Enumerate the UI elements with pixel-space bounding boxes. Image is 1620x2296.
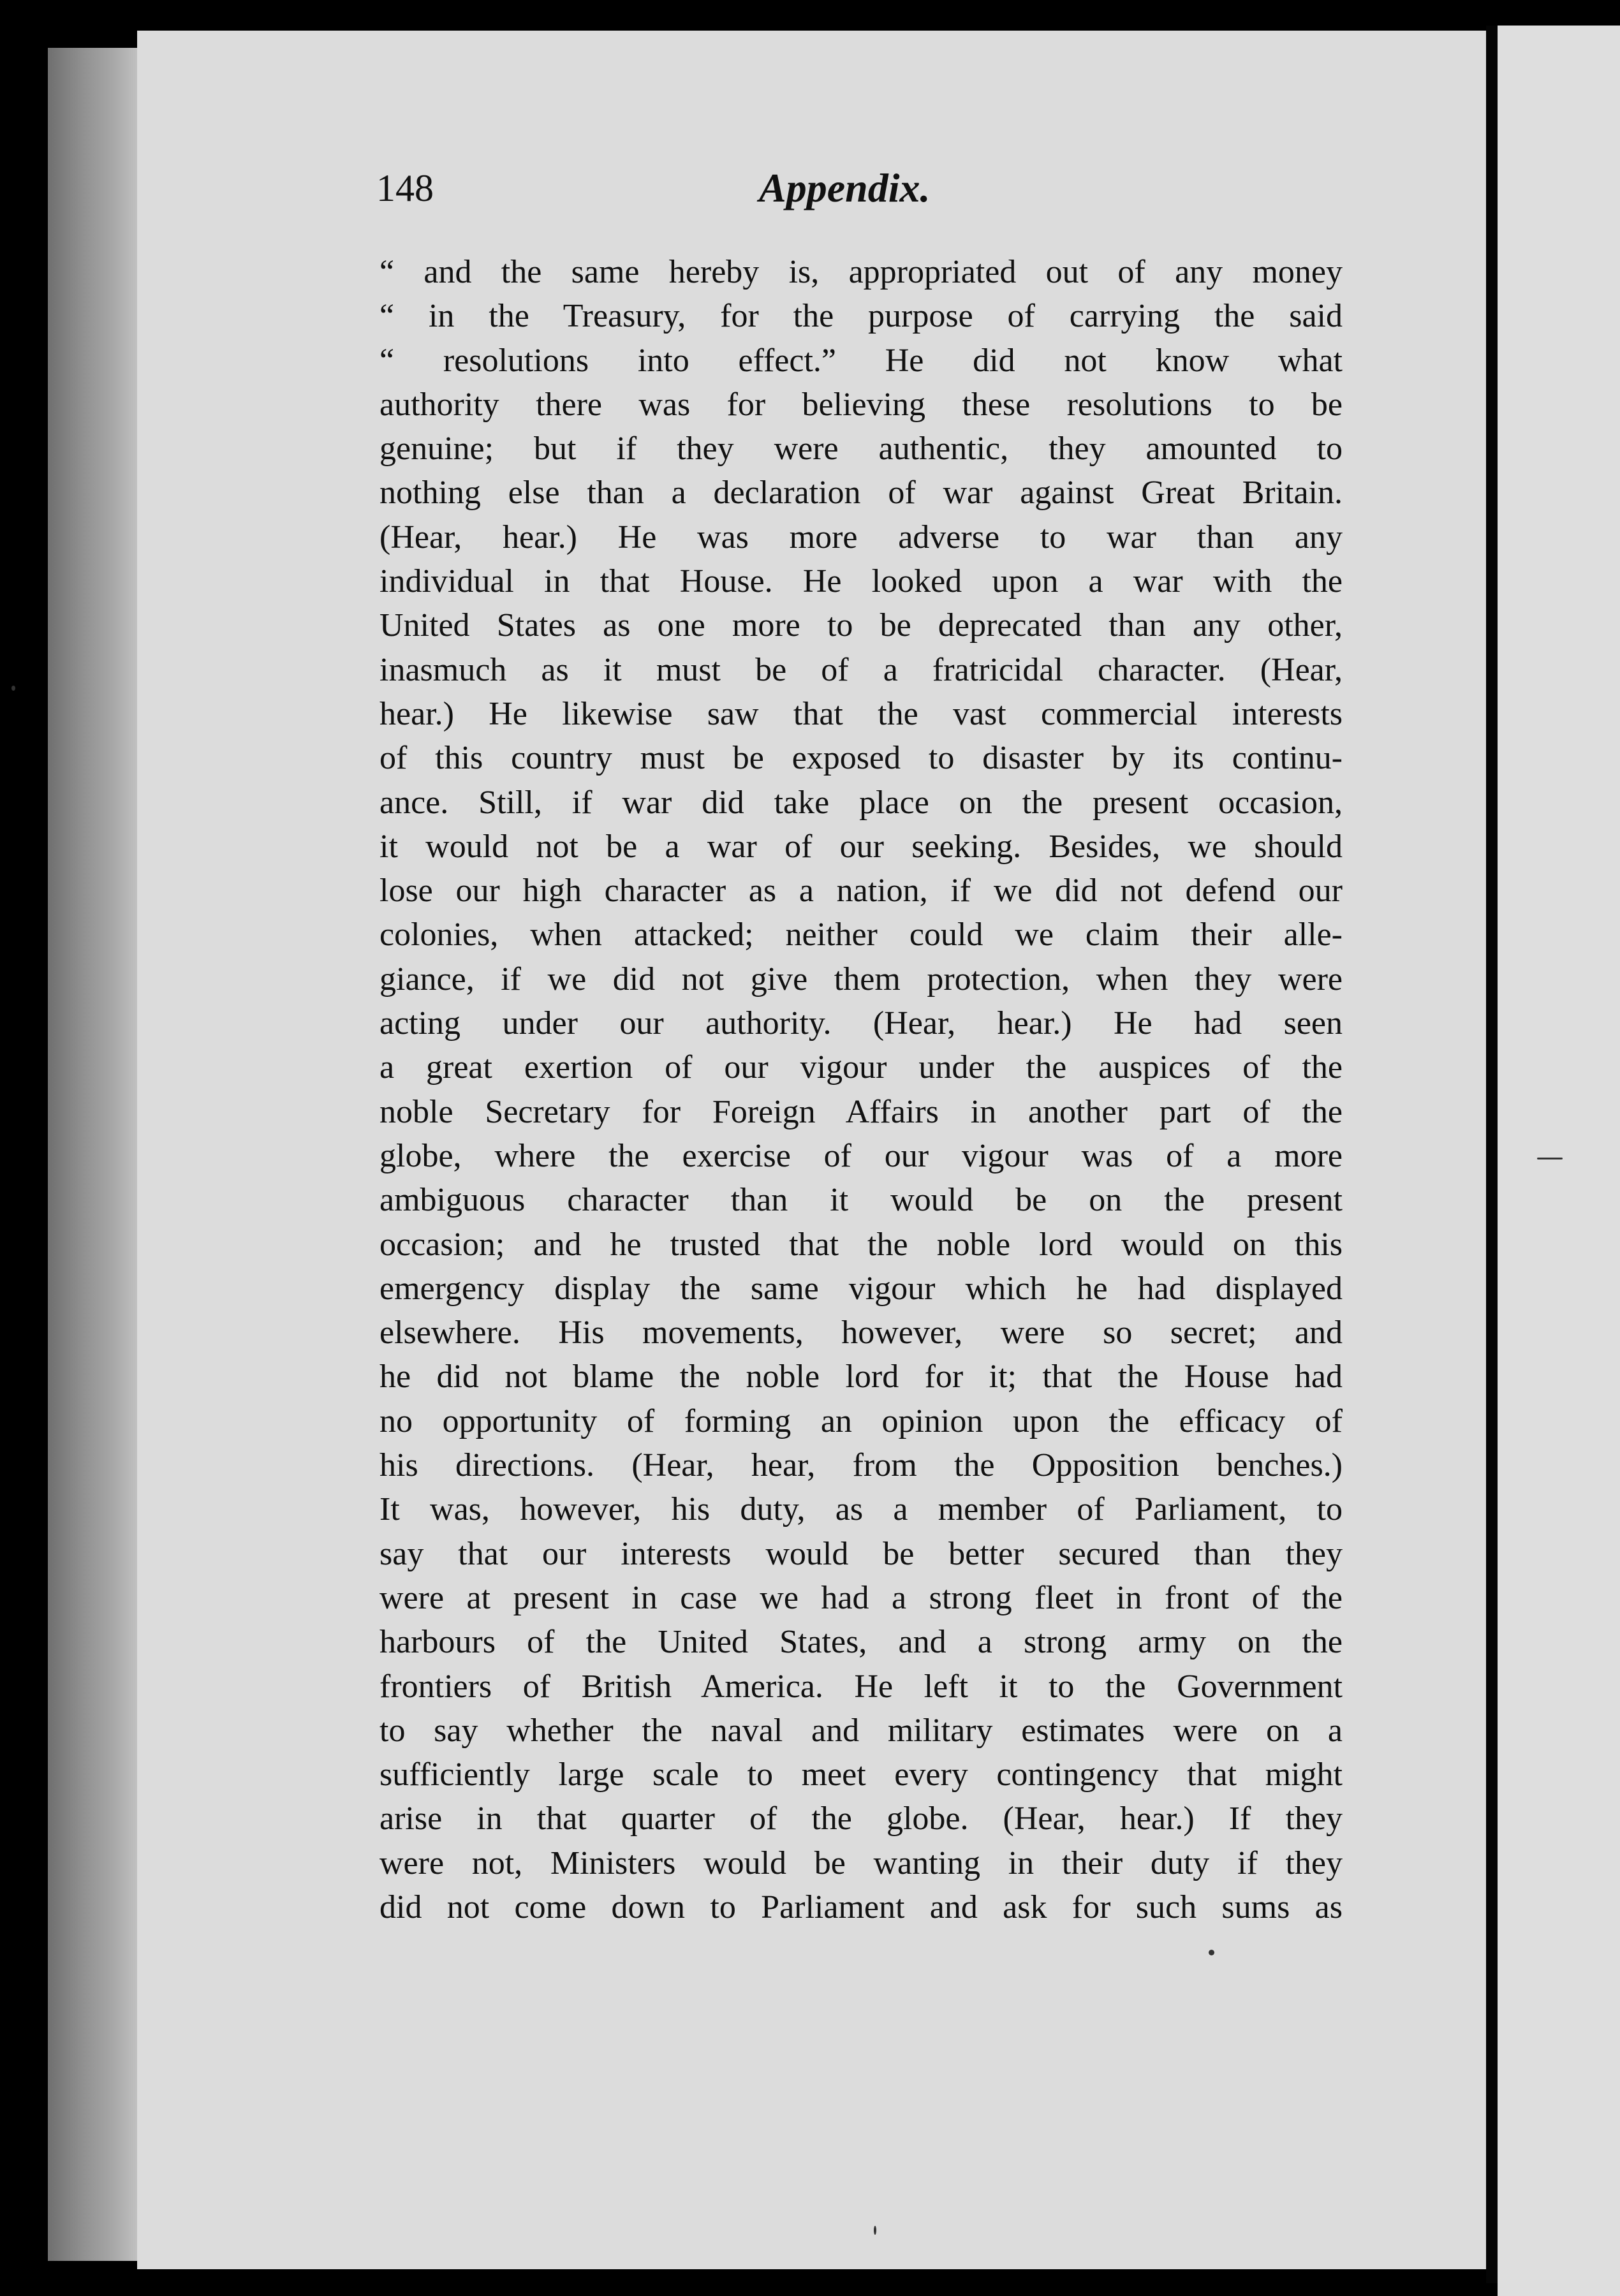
book-edge — [48, 48, 144, 2261]
text-line: United States as one more to be deprecated than any other, — [379, 607, 1343, 644]
text-line: (Hear, hear.) He was more adverse to war than any — [379, 519, 1343, 556]
text-line: giance, if we did not give them protection, when they were — [379, 960, 1343, 997]
facing-page-edge — [1498, 26, 1620, 2296]
text-line: genuine; but if they were authentic, they amounted to — [379, 430, 1343, 467]
page-gutter — [1486, 26, 1498, 2283]
text-line: say that our interests would be better secured than they — [379, 1535, 1343, 1572]
text-line: authority there was for believing these resolutions to be — [379, 386, 1343, 423]
text-line: did not come down to Parliament and ask for such sums as — [379, 1888, 1343, 1925]
text-line: were at present in case we had a strong fleet in front of the — [379, 1579, 1343, 1616]
text-line: sufficiently large scale to meet every contingency that might — [379, 1756, 1343, 1793]
text-line: frontiers of British America. He left it to the Government — [379, 1668, 1343, 1705]
dust-speck — [1209, 1950, 1214, 1955]
dust-speck — [1537, 1158, 1563, 1159]
running-head: Appendix. — [759, 165, 931, 210]
text-line: occasion; and he trusted that the noble lord would on this — [379, 1226, 1343, 1263]
text-line: it would not be a war of our seeking. Besides, we should — [379, 828, 1343, 865]
text-line: harbours of the United States, and a strong army on the — [379, 1624, 1343, 1661]
text-line: It was, however, his duty, as a member of Parliament, to — [379, 1491, 1343, 1528]
text-line: nothing else than a declaration of war against Great Britain. — [379, 475, 1343, 511]
text-line: no opportunity of forming an opinion upon the efficacy of — [379, 1402, 1343, 1439]
text-line: ambiguous character than it would be on the present — [379, 1182, 1343, 1219]
text-line: elsewhere. His movements, however, were so secret; and — [379, 1314, 1343, 1351]
text-line: globe, where the exercise of our vigour was of a more — [379, 1137, 1343, 1174]
text-line: a great exertion of our vigour under the auspices of the — [379, 1049, 1343, 1086]
text-line: colonies, when attacked; neither could we claim their alle- — [379, 916, 1343, 953]
dust-speck — [874, 2226, 876, 2235]
text-line: his directions. (Hear, hear, from the Opposition benches.) — [379, 1447, 1343, 1484]
body-text — [379, 250, 1343, 1929]
page-header — [376, 163, 1352, 214]
text-line: individual in that House. He looked upon a war with the — [379, 563, 1343, 600]
page-number: 148 — [376, 167, 434, 209]
dust-speck — [11, 686, 15, 691]
text-line: of this country must be exposed to disaster by its continu- — [379, 740, 1343, 777]
text-line: ance. Still, if war did take place on the present occasion, — [379, 784, 1343, 821]
text-line: acting under our authority. (Hear, hear.) He had seen — [379, 1005, 1343, 1042]
text-line: inasmuch as it must be of a fratricidal character. (Hear, — [379, 651, 1343, 688]
text-line: “ resolutions into effect.” He did not know what — [379, 342, 1343, 379]
text-line: arise in that quarter of the globe. (Hear, hear.) If they — [379, 1800, 1343, 1837]
text-line: were not, Ministers would be wanting in their duty if they — [379, 1844, 1343, 1881]
text-line: “ in the Treasury, for the purpose of carrying the said — [379, 298, 1343, 335]
text-line: he did not blame the noble lord for it; that the House had — [379, 1358, 1343, 1395]
text-line: hear.) He likewise saw that the vast commercial interests — [379, 695, 1343, 732]
text-line: lose our high character as a nation, if we did not defend our — [379, 872, 1343, 909]
text-line: noble Secretary for Foreign Affairs in another part of the — [379, 1093, 1343, 1130]
text-line: to say whether the naval and military estimates were on a — [379, 1712, 1343, 1749]
text-line: emergency display the same vigour which he had displayed — [379, 1270, 1343, 1307]
text-line: “ and the same hereby is, appropriated out of any money — [379, 254, 1343, 290]
